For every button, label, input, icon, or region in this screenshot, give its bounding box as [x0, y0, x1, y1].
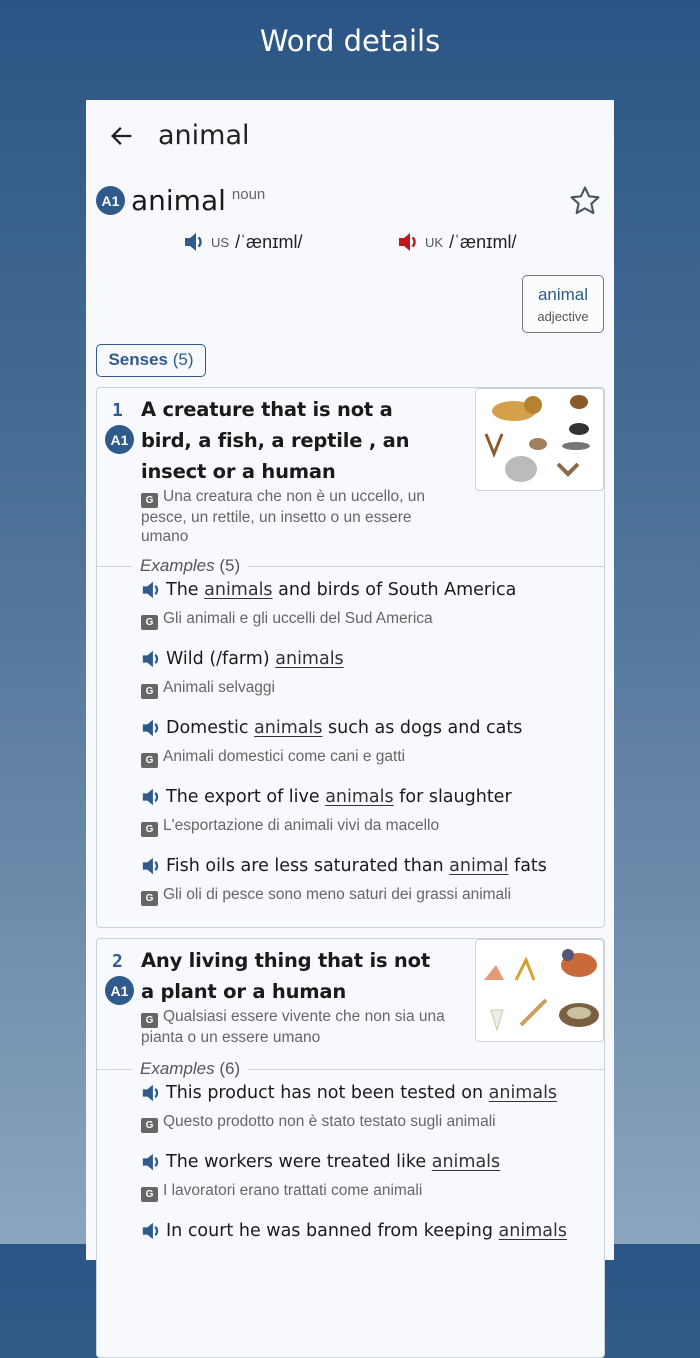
example-keyword[interactable]: animals [254, 718, 323, 738]
senses-button[interactable] [96, 344, 206, 377]
examples-count: (5) [219, 556, 241, 575]
level-badge: A1 [96, 186, 125, 215]
example-translation: Animali selvaggi [163, 679, 275, 696]
top-bar [86, 114, 614, 158]
speaker-icon[interactable] [141, 786, 163, 808]
sense-definition: Any living thing that is not a plant or a human [141, 949, 430, 1003]
translate-icon: G [141, 891, 158, 906]
example-item [141, 1220, 601, 1242]
us-ipa: /ˈænɪml/ [235, 231, 303, 252]
example-keyword[interactable]: animals [204, 580, 273, 600]
example-item [141, 1082, 601, 1133]
example-translation: L'esportazione di animali vivi da macello [163, 817, 440, 834]
example-text-before: In court he was banned from keeping [166, 1221, 499, 1241]
example-translation: Questo prodotto non è stato testato sugli animali [163, 1113, 496, 1130]
examples-header[interactable] [97, 556, 604, 576]
example-keyword[interactable]: animals [498, 1221, 567, 1241]
example-text-before: The export of live [166, 787, 326, 807]
speaker-icon[interactable] [397, 230, 421, 254]
sense-definition: A creature that is not a bird, a fish, a reptile , an insect or a human [141, 398, 410, 483]
example-keyword[interactable]: animals [488, 1083, 558, 1103]
example-text-before: Fish oils are less saturated than [166, 856, 450, 876]
examples-label: Examples [140, 556, 215, 575]
sense-card [96, 938, 605, 1358]
speaker-icon[interactable] [141, 579, 163, 601]
translate-icon: G [141, 753, 158, 768]
translate-icon: G [141, 822, 158, 837]
topbar-word: animal [158, 120, 250, 151]
examples-count: (6) [219, 1059, 241, 1078]
speaker-icon[interactable] [141, 717, 163, 739]
example-keyword[interactable]: animals [431, 1152, 501, 1172]
pronunciation-uk[interactable] [397, 230, 516, 254]
example-keyword[interactable]: animal [449, 856, 509, 876]
sense-number: 2 [112, 951, 123, 972]
senses-count: (5) [172, 350, 194, 369]
sense-translation [141, 1007, 461, 1047]
sense-card [96, 387, 605, 928]
senses-label: Senses [108, 350, 169, 369]
example-translation: Animali domestici come cani e gatti [163, 748, 406, 765]
translate-icon: G [141, 615, 158, 630]
pronunciation-us[interactable] [183, 230, 302, 254]
favorite-star-icon[interactable] [568, 184, 602, 218]
example-item [141, 1151, 601, 1202]
related-word-button[interactable] [522, 275, 604, 333]
speaker-icon[interactable] [141, 855, 163, 877]
sense-number: 1 [112, 400, 123, 421]
uk-ipa: /ˈænɪml/ [449, 231, 517, 252]
related-word: animal [537, 285, 589, 304]
us-label: US [211, 234, 230, 250]
translate-icon: G [141, 1187, 158, 1202]
part-of-speech: noun [231, 186, 266, 203]
sense-illustration[interactable] [475, 388, 604, 491]
speaker-icon[interactable] [141, 1082, 163, 1104]
example-translation: Gli animali e gli uccelli del Sud America [163, 610, 433, 627]
example-item [141, 855, 601, 906]
speaker-icon[interactable] [183, 230, 207, 254]
example-item [141, 717, 601, 768]
example-item [141, 579, 601, 630]
example-translation: Gli oli di pesce sono meno saturi dei grassi animali [163, 886, 512, 903]
example-item [141, 648, 601, 699]
uk-label: UK [425, 234, 444, 250]
speaker-icon[interactable] [141, 1220, 163, 1242]
headword-text: animal [131, 184, 226, 217]
example-text-after: such as dogs and cats [322, 718, 523, 738]
example-keyword[interactable]: animals [275, 649, 344, 669]
examples-label: Examples [140, 1059, 215, 1078]
example-text-after: fats [508, 856, 547, 876]
examples-header[interactable] [97, 1059, 604, 1079]
translation-text: Una creatura che non è un uccello, un pesce, un rettile, un insetto o un essere umano [141, 488, 425, 545]
example-text-before: The workers were treated like [166, 1152, 432, 1172]
sense-illustration[interactable] [475, 939, 604, 1042]
translate-icon: G [141, 1118, 158, 1133]
level-badge: A1 [105, 976, 134, 1005]
example-text-before: Domestic [166, 718, 255, 738]
headword [96, 184, 265, 217]
example-text-after: for slaughter [393, 787, 512, 807]
screen-title: Word details [259, 24, 441, 58]
related-pos: adjective [537, 309, 589, 324]
example-text-before: This product has not been tested on [166, 1083, 489, 1103]
example-keyword[interactable]: animals [325, 787, 394, 807]
back-arrow-icon[interactable] [108, 122, 136, 150]
translate-icon: G [141, 493, 158, 508]
translate-icon: G [141, 684, 158, 699]
translation-text: Qualsiasi essere vivente che non sia una pianta o un essere umano [141, 1008, 445, 1046]
example-text-after: and birds of South America [272, 580, 517, 600]
speaker-icon[interactable] [141, 648, 163, 670]
sense-translation [141, 487, 461, 546]
example-translation: I lavoratori erano trattati come animali [163, 1182, 423, 1199]
level-badge: A1 [105, 425, 134, 454]
example-text-before: The [166, 580, 205, 600]
example-text-before: Wild (/farm) [166, 649, 276, 669]
word-details-card [86, 100, 614, 1260]
example-item [141, 786, 601, 837]
speaker-icon[interactable] [141, 1151, 163, 1173]
translate-icon: G [141, 1013, 158, 1028]
